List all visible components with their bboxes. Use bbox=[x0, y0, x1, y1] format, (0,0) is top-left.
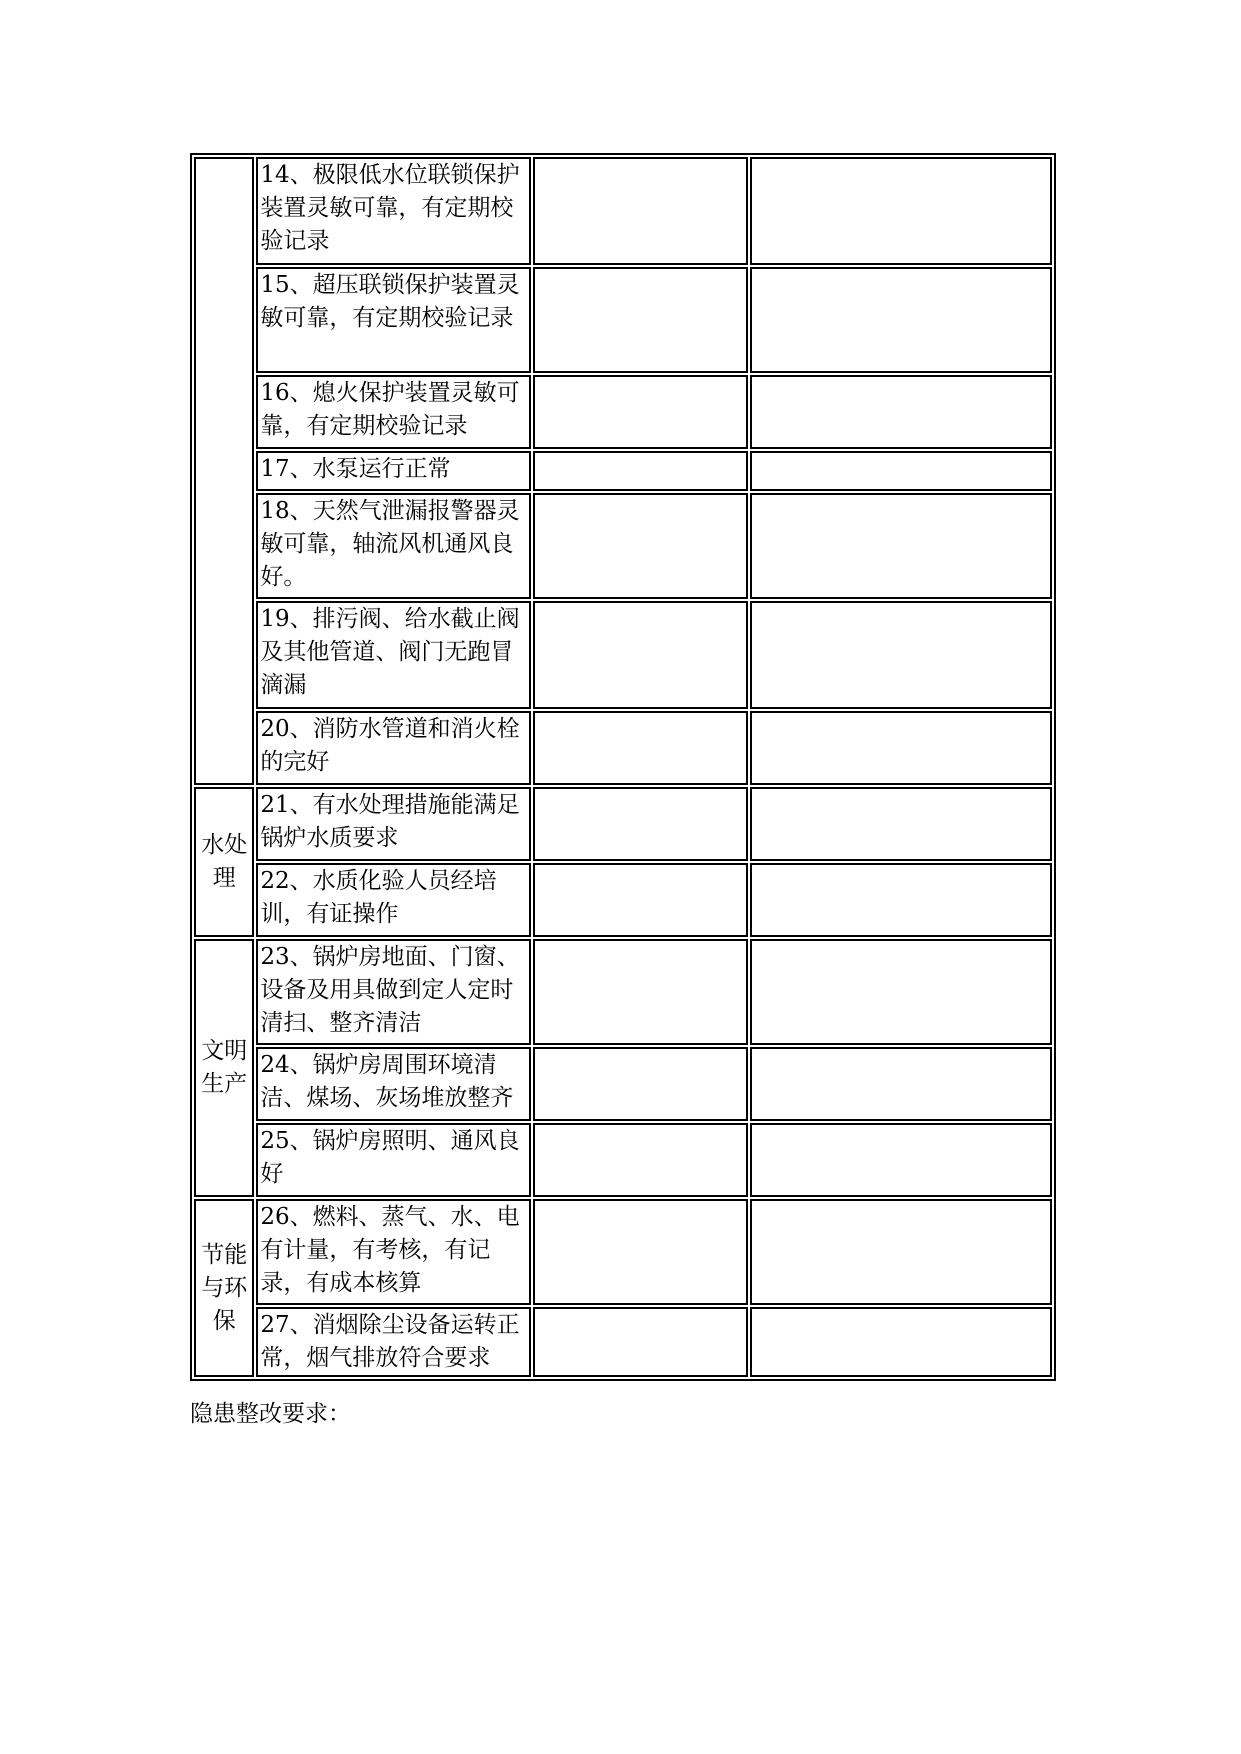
table-row bbox=[194, 267, 1052, 373]
table-row bbox=[194, 939, 1052, 1045]
check-item: 21、有水处理措施能满足锅炉水质要求 bbox=[256, 787, 531, 861]
category-cell: 文明生产 bbox=[194, 939, 254, 1197]
table-row bbox=[194, 1307, 1052, 1377]
note-cell[interactable] bbox=[750, 1307, 1052, 1377]
check-item: 14、极限低水位联锁保护装置灵敏可靠，有定期校验记录 bbox=[256, 157, 531, 265]
table-row bbox=[194, 787, 1052, 861]
result-cell[interactable] bbox=[533, 939, 748, 1045]
table-row bbox=[194, 601, 1052, 709]
note-cell[interactable] bbox=[750, 1123, 1052, 1197]
note-cell[interactable] bbox=[750, 1047, 1052, 1121]
table-row bbox=[194, 1047, 1052, 1121]
note-cell[interactable] bbox=[750, 939, 1052, 1045]
check-item: 23、锅炉房地面、门窗、设备及用具做到定人定时清扫、整齐清洁 bbox=[256, 939, 531, 1045]
result-cell[interactable] bbox=[533, 1123, 748, 1197]
category-cell bbox=[194, 157, 254, 785]
check-item: 20、消防水管道和消火栓的完好 bbox=[256, 711, 531, 785]
check-item: 18、天然气泄漏报警器灵敏可靠，轴流风机通风良好。 bbox=[256, 493, 531, 599]
note-cell[interactable] bbox=[750, 493, 1052, 599]
category-cell: 水处理 bbox=[194, 787, 254, 937]
result-cell[interactable] bbox=[533, 863, 748, 937]
result-cell[interactable] bbox=[533, 157, 748, 265]
check-item: 25、锅炉房照明、通风良好 bbox=[256, 1123, 531, 1197]
note-cell[interactable] bbox=[750, 451, 1052, 491]
result-cell[interactable] bbox=[533, 1199, 748, 1305]
result-cell[interactable] bbox=[533, 787, 748, 861]
note-cell[interactable] bbox=[750, 787, 1052, 861]
note-cell[interactable] bbox=[750, 1199, 1052, 1305]
check-item: 16、熄火保护装置灵敏可靠，有定期校验记录 bbox=[256, 375, 531, 449]
rectification-requirements-label: 隐患整改要求： bbox=[190, 1401, 351, 1427]
check-item: 19、排污阀、给水截止阀及其他管道、阀门无跑冒滴漏 bbox=[256, 601, 531, 709]
table-row bbox=[194, 711, 1052, 785]
table-row bbox=[194, 493, 1052, 599]
inspection-checklist bbox=[190, 153, 1056, 1381]
note-cell[interactable] bbox=[750, 711, 1052, 785]
note-cell[interactable] bbox=[750, 157, 1052, 265]
result-cell[interactable] bbox=[533, 451, 748, 491]
check-item: 27、消烟除尘设备运转正常，烟气排放符合要求 bbox=[256, 1307, 531, 1377]
check-item: 17、水泵运行正常 bbox=[256, 451, 531, 491]
note-cell[interactable] bbox=[750, 601, 1052, 709]
table-row bbox=[194, 863, 1052, 937]
checklist-table bbox=[190, 153, 1056, 1381]
note-cell[interactable] bbox=[750, 375, 1052, 449]
result-cell[interactable] bbox=[533, 1047, 748, 1121]
check-item: 24、锅炉房周围环境清洁、煤场、灰场堆放整齐 bbox=[256, 1047, 531, 1121]
result-cell[interactable] bbox=[533, 375, 748, 449]
result-cell[interactable] bbox=[533, 1307, 748, 1377]
table-row bbox=[194, 1123, 1052, 1197]
result-cell[interactable] bbox=[533, 493, 748, 599]
table-row bbox=[194, 451, 1052, 491]
result-cell[interactable] bbox=[533, 601, 748, 709]
category-cell: 节能与环保 bbox=[194, 1199, 254, 1377]
result-cell[interactable] bbox=[533, 267, 748, 373]
check-item: 22、水质化验人员经培训，有证操作 bbox=[256, 863, 531, 937]
table-row bbox=[194, 157, 1052, 265]
result-cell[interactable] bbox=[533, 711, 748, 785]
table-row bbox=[194, 375, 1052, 449]
check-item: 15、超压联锁保护装置灵敏可靠，有定期校验记录 bbox=[256, 267, 531, 373]
table-row bbox=[194, 1199, 1052, 1305]
note-cell[interactable] bbox=[750, 863, 1052, 937]
check-item: 26、燃料、蒸气、水、电有计量，有考核，有记录，有成本核算 bbox=[256, 1199, 531, 1305]
note-cell[interactable] bbox=[750, 267, 1052, 373]
